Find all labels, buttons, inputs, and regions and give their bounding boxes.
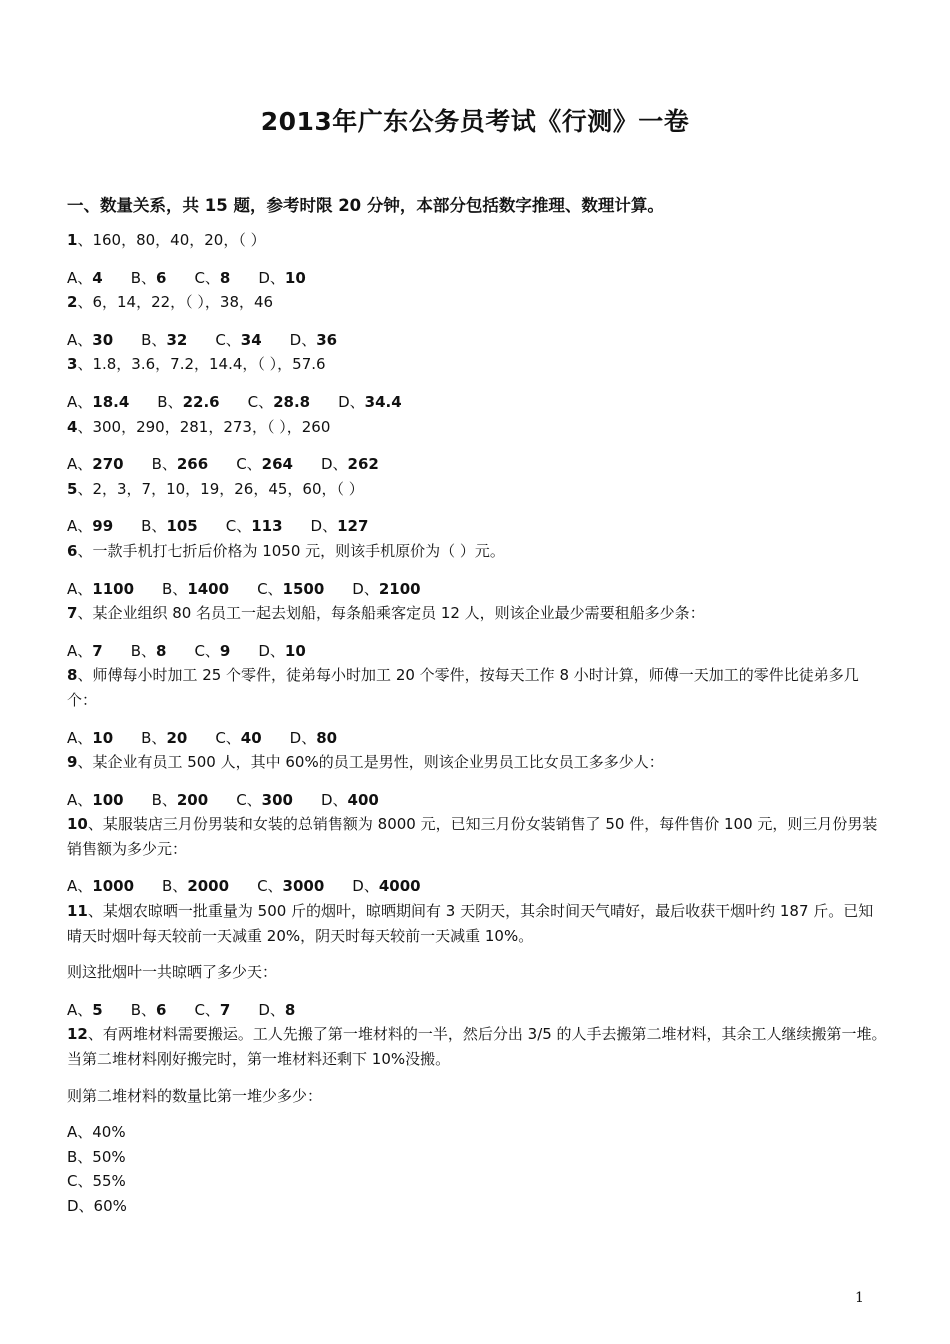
question-1	[67, 228, 887, 290]
answer-options	[67, 452, 887, 477]
question-text: 、某烟农晾晒一批重量为 500 斤的烟叶，晾晒期间有 3 天阴天，其余时间天气晴好，最后收获干烟叶约 187 斤。已知晴天时烟叶每天较前一天减重 20%，阴天时每天较前一天减重 10%。	[67, 902, 874, 945]
question-8	[67, 663, 887, 750]
page-number: 1	[855, 1290, 864, 1306]
question-note: 则第二堆材料的数量比第一堆少多少：	[67, 1086, 323, 1105]
answer-option	[236, 788, 293, 813]
answer-option	[215, 328, 261, 353]
question-text: 、有两堆材料需要搬运。工人先搬了第一堆材料的一半，然后分出 3/5 的人手去搬第二堆材料，其余工人继续搬第一堆。当第二堆材料刚好搬完时，第一堆材料还剩下 10%没搬。	[67, 1025, 887, 1069]
question-12	[67, 1022, 887, 1218]
option-value: 10	[92, 728, 114, 747]
answer-option	[67, 514, 113, 539]
question-text: 、某服装店三月份男装和女装的总销售额为 8000 元，已知三月份女装销售了 50 件，每件售价 100 元，则三月份男装销售额为多少元：	[67, 815, 878, 858]
option-letter: A、	[67, 330, 93, 349]
option-letter: B、	[141, 517, 167, 536]
answer-option	[321, 788, 379, 813]
option-value: 4000	[378, 877, 421, 896]
question-text: 、某企业组织 80 名员工一起去划船，每条船乘客定员 12 人，则该企业最少需要租船多少条：	[77, 604, 705, 623]
question-4	[67, 415, 887, 477]
option-letter: D、	[338, 392, 365, 411]
option-letter: A、	[67, 455, 93, 474]
answer-option	[352, 577, 420, 602]
answer-option	[131, 998, 167, 1023]
answer-option	[258, 998, 295, 1023]
option-value: 113	[251, 517, 283, 536]
question-text: 、6，14，22，（ ），38，46	[77, 293, 274, 312]
question-6	[67, 539, 887, 601]
question-number: 3	[67, 355, 78, 374]
option-letter: B、	[130, 1000, 156, 1019]
answer-option	[338, 390, 402, 415]
answer-option: B、50%	[67, 1147, 126, 1166]
option-value: 28.8	[273, 392, 311, 411]
option-letter: D、	[289, 728, 317, 747]
answer-option: D、60%	[67, 1197, 127, 1215]
option-value: 4	[92, 268, 103, 287]
option-value: 5	[92, 1000, 103, 1019]
option-value: 34.4	[364, 392, 402, 411]
option-value: 1000	[92, 877, 135, 896]
question-number: 5	[67, 479, 78, 498]
answer-option	[141, 514, 198, 539]
answer-option	[258, 639, 305, 664]
question-stem	[67, 539, 887, 564]
answer-option	[226, 514, 283, 539]
option-letter: D、	[352, 579, 379, 598]
answer-option: C、55%	[67, 1172, 126, 1191]
answer-option	[67, 874, 134, 899]
question-stem	[67, 750, 887, 775]
answer-option	[236, 452, 293, 477]
option-value: 34	[240, 330, 262, 349]
question-3	[67, 352, 887, 414]
answer-option	[67, 788, 124, 813]
answer-options	[67, 788, 887, 813]
question-text: 、某企业有员工 500 人，其中 60%的员工是男性，则该企业男员工比女员工多多少人：	[77, 753, 664, 772]
option-value: 6	[156, 268, 167, 287]
option-value: 300	[261, 790, 293, 809]
question-number: 4	[67, 417, 78, 436]
option-value: 10	[284, 641, 306, 660]
question-text: 、2，3，7，10，19，26，45，60，（ ）	[77, 479, 364, 498]
option-value: 22.6	[182, 392, 220, 411]
option-letter: C、	[225, 517, 252, 536]
option-value: 2100	[378, 579, 421, 598]
option-letter: A、	[67, 579, 93, 598]
document-title: 2013年广东公务员考试《行测》一卷	[260, 107, 690, 136]
answer-option	[290, 328, 337, 353]
option-letter: C、	[194, 268, 220, 287]
option-value: 8	[156, 641, 167, 660]
option-letter: A、	[67, 517, 93, 536]
option-letter: B、	[141, 330, 167, 349]
question-stem	[67, 352, 887, 377]
answer-option	[257, 874, 324, 899]
answer-option	[67, 998, 103, 1023]
question-number: 10	[67, 815, 88, 834]
option-letter: B、	[151, 790, 177, 809]
option-letter: C、	[194, 1000, 220, 1019]
answer-option	[194, 266, 230, 291]
answer-option	[157, 390, 219, 415]
answer-option	[67, 452, 124, 477]
option-value: 99	[92, 517, 114, 536]
question-number: 11	[67, 902, 88, 921]
answer-option	[248, 390, 311, 415]
option-letter: C、	[257, 877, 283, 896]
question-stem	[67, 290, 887, 315]
option-letter: D、	[320, 455, 348, 474]
option-letter: B、	[141, 728, 167, 747]
option-value: 9	[219, 641, 231, 660]
answer-options	[67, 874, 887, 899]
answer-options	[67, 390, 887, 415]
option-value: 266	[176, 455, 209, 474]
option-value: 1400	[187, 579, 230, 598]
answer-option	[152, 788, 209, 813]
option-value: 127	[337, 517, 369, 536]
answer-options	[67, 726, 887, 751]
option-value: 262	[347, 455, 379, 474]
question-stem	[67, 812, 887, 861]
question-5	[67, 477, 887, 539]
option-value: 200	[176, 790, 209, 809]
answer-options	[67, 266, 887, 291]
answer-option	[141, 328, 187, 353]
option-letter: A、	[67, 1000, 93, 1019]
option-letter: C、	[194, 641, 220, 660]
question-stem	[67, 415, 887, 440]
question-note: 则这批烟叶一共晾晒了多少天：	[67, 963, 278, 982]
answer-option	[257, 577, 324, 602]
question-number: 6	[67, 541, 78, 560]
question-number: 9	[67, 753, 78, 772]
answer-options	[67, 328, 887, 353]
answer-option	[290, 726, 337, 751]
option-letter: C、	[257, 579, 283, 598]
option-letter: A、	[67, 790, 93, 809]
answer-option	[67, 577, 134, 602]
option-value: 8	[284, 1000, 296, 1019]
option-letter: C、	[236, 790, 262, 809]
answer-option	[141, 726, 187, 751]
option-letter: A、	[67, 641, 93, 660]
option-letter: C、	[236, 455, 262, 474]
answer-option	[67, 266, 103, 291]
option-letter: D、	[310, 517, 338, 536]
option-letter: A、	[67, 268, 93, 287]
question-text: 、160，80，40，20，（ ）	[77, 231, 266, 249]
question-stem	[67, 663, 887, 712]
option-letter: D、	[352, 877, 379, 896]
option-value: 18.4	[92, 392, 130, 411]
question-2	[67, 290, 887, 352]
question-text: 、一款手机打七折后价格为 1050 元，则该手机原价为（ ）元。	[77, 541, 505, 560]
question-stem	[67, 477, 887, 502]
option-value: 36	[316, 330, 338, 349]
option-letter: A、	[67, 728, 93, 747]
option-letter: B、	[162, 579, 188, 598]
question-10	[67, 812, 887, 899]
option-letter: A、	[67, 392, 93, 411]
option-letter: B、	[151, 455, 177, 474]
option-letter: B、	[130, 268, 156, 287]
answer-option	[258, 266, 305, 291]
section-heading: 一、数量关系，共 15 题，参考时限 20 分钟，本部分包括数字推理、数理计算。	[67, 196, 664, 215]
option-value: 2000	[187, 877, 230, 896]
option-value: 264	[261, 455, 293, 474]
option-value: 1500	[282, 579, 325, 598]
question-text: 、师傅每小时加工 25 个零件，徒弟每小时加工 20 个零件，按每天工作 8 小时计算，师傅一天加工的零件比徒弟多几个：	[67, 666, 859, 709]
option-value: 32	[166, 330, 188, 349]
answer-option	[321, 452, 379, 477]
answer-option	[352, 874, 420, 899]
option-letter: C、	[215, 728, 241, 747]
answer-option	[162, 577, 229, 602]
answer-options	[67, 514, 887, 539]
answer-option	[67, 390, 129, 415]
option-letter: C、	[247, 392, 274, 411]
option-letter: D、	[320, 790, 348, 809]
question-number: 2	[67, 293, 78, 312]
option-letter: D、	[258, 641, 285, 660]
option-value: 6	[156, 1000, 167, 1019]
answer-option	[311, 514, 369, 539]
question-stem	[67, 899, 887, 948]
option-value: 7	[92, 641, 103, 660]
option-value: 1100	[92, 579, 135, 598]
option-value: 40	[240, 728, 262, 747]
answer-option	[67, 639, 103, 664]
option-letter: C、	[215, 330, 241, 349]
question-11	[67, 899, 887, 1022]
answer-options	[67, 577, 887, 602]
answer-option	[194, 639, 230, 664]
answer-option	[194, 998, 230, 1023]
answer-option	[131, 266, 167, 291]
question-number: 8	[67, 666, 78, 685]
question-number: 7	[67, 604, 78, 623]
option-letter: B、	[157, 392, 183, 411]
question-number: 1	[67, 231, 78, 249]
option-value: 100	[92, 790, 124, 809]
answer-option	[67, 726, 113, 751]
option-letter: A、	[67, 877, 93, 896]
answer-option	[131, 639, 167, 664]
option-value: 30	[92, 330, 114, 349]
answer-option	[162, 874, 229, 899]
option-value: 80	[316, 728, 338, 747]
question-stem	[67, 601, 887, 626]
option-letter: D、	[258, 1000, 285, 1019]
option-letter: D、	[258, 268, 285, 287]
question-text: 、300，290，281，273，（ ），260	[77, 417, 331, 436]
question-list	[67, 228, 887, 1219]
answer-options	[67, 639, 887, 664]
question-7	[67, 601, 887, 663]
answer-option: A、40%	[67, 1123, 126, 1142]
answer-options	[67, 998, 887, 1023]
question-number: 12	[67, 1025, 88, 1044]
answer-options	[67, 1120, 887, 1218]
option-value: 7	[219, 1000, 231, 1019]
option-letter: B、	[130, 641, 156, 660]
option-value: 8	[219, 268, 231, 287]
answer-option	[152, 452, 209, 477]
option-value: 105	[166, 517, 198, 536]
option-value: 3000	[282, 877, 325, 896]
question-stem	[67, 1022, 887, 1071]
answer-option	[215, 726, 261, 751]
option-letter: B、	[162, 877, 188, 896]
question-stem	[67, 228, 887, 253]
question-9	[67, 750, 887, 812]
option-value: 10	[284, 268, 306, 287]
option-value: 270	[92, 455, 124, 474]
answer-option	[67, 328, 113, 353]
option-value: 400	[347, 790, 379, 809]
question-text: 、1.8，3.6，7.2，14.4，（ ），57.6	[77, 355, 326, 374]
option-letter: D、	[289, 330, 317, 349]
option-value: 20	[166, 728, 188, 747]
